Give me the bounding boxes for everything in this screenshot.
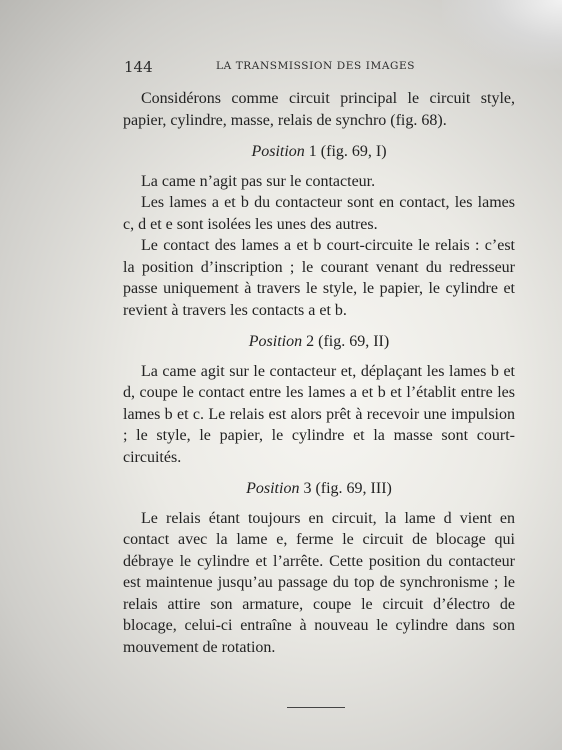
paragraph: Les lames a et b du contacteur sont en contact, les lames c, d et e sont isolées les unes des autres. (123, 194, 515, 233)
section-title-word: Position (248, 333, 303, 350)
paragraph: Le relais étant toujours en circuit, la lame d vient en contact avec la lame e, ferme le circuit de blocage qui débraye le cylindre et l’arrête. Cette position du contacteur est maintenue jusqu’au passage du top de synchronisme ; le relais attire son armature, coupe le circuit d’électro de blocage, celui-ci entraîne à nouveau le cylindre dans son mouvement de rotation. (123, 509, 515, 656)
section-title (123, 331, 515, 353)
intro-paragraph: Considérons comme circuit principal le circuit style, papier, cylindre, masse, relais de synchro (fig. 68). (123, 90, 515, 129)
paragraph: Le contact des lames a et b court-circuite le relais : c’est la position d’inscription ; le courant venant du redresseur passe uniquement à travers le style, le papier, le cylindre et revient à travers les contacts a et b. (123, 237, 515, 319)
paragraph: La came n’agit pas sur le contacteur. (141, 172, 376, 190)
section-title (123, 478, 515, 500)
section-position-2 (123, 331, 515, 468)
section-number: 3 (303, 480, 312, 497)
section-figure-ref: (fig. 69, I) (320, 143, 387, 160)
section-position-3 (123, 478, 515, 658)
section-number: 1 (308, 143, 317, 160)
section-position-1 (123, 141, 515, 321)
section-title (123, 141, 515, 163)
section-number: 2 (306, 333, 315, 350)
page-header (0, 58, 562, 78)
section-title-word: Position (251, 143, 305, 160)
section-figure-ref: (fig. 69, II) (318, 333, 390, 350)
page-number: 144 (124, 58, 153, 76)
page-body (123, 88, 515, 658)
running-title: LA TRANSMISSION DES IMAGES (216, 60, 416, 72)
section-title-word: Position (246, 480, 300, 497)
paragraph: La came agit sur le contacteur et, déplaçant les lames b et d, coupe le contact entre les lames a et b et l’établit entre les lames b et c. Le relais est alors prêt à recevoir une impulsion ; le style, le papier, le cylindre et la masse sont court-circuités. (123, 362, 515, 466)
footer-rule (287, 707, 345, 708)
section-figure-ref: (fig. 69, III) (315, 480, 392, 497)
